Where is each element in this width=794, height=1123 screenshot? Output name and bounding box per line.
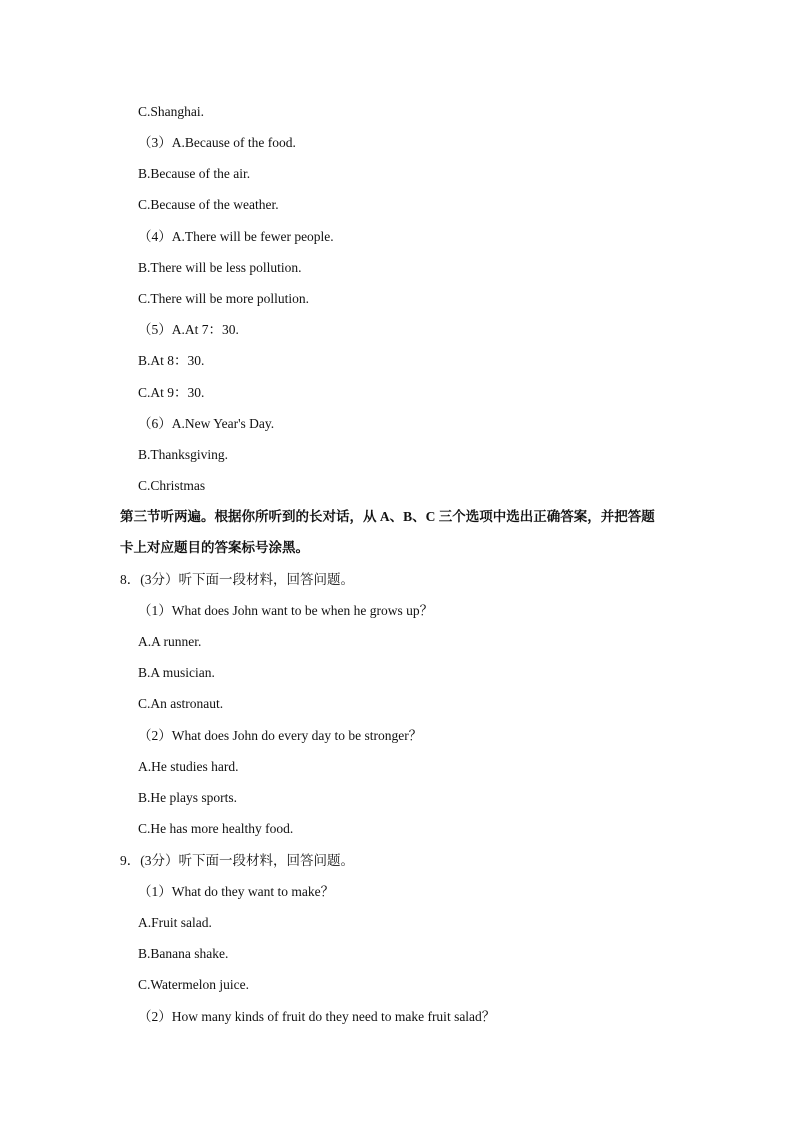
- option-line: C.Watermelon juice.: [138, 977, 249, 992]
- question-line: （5）A.At 7：30.: [138, 322, 239, 337]
- option-line: C.An astronaut.: [138, 696, 224, 711]
- option-line: B.Because of the air.: [138, 166, 251, 181]
- option-line: B.Banana shake.: [138, 946, 229, 961]
- question-line: （2）What does John do every day to be stronger？: [138, 728, 423, 743]
- option-line: C.He has more healthy food.: [138, 821, 294, 836]
- option-line: C.Christmas: [138, 478, 206, 493]
- option-line: A.A runner.: [138, 634, 202, 649]
- question-line: （2）How many kinds of fruit do they need to make fruit salad？: [138, 1009, 496, 1024]
- option-line: B.At 8：30.: [138, 353, 205, 368]
- question-line: （3）A.Because of the food.: [138, 135, 296, 150]
- section-instruction: 第三节听两遍。根据你所听到的长对话，从 A、B、C 三个选项中选出正确答案，并把答题: [120, 509, 655, 524]
- option-line: C.Shanghai.: [138, 104, 204, 119]
- option-line: B.He plays sports.: [138, 790, 237, 805]
- option-line: C.There will be more pollution.: [138, 291, 309, 306]
- option-line: B.Thanksgiving.: [138, 447, 228, 462]
- question-line: （1）What do they want to make？: [138, 884, 335, 899]
- question-heading: 9．(3分）听下面一段材料，回答问题。: [120, 853, 354, 868]
- option-line: B.A musician.: [138, 665, 215, 680]
- section-instruction: 卡上对应题目的答案标号涂黑。: [120, 540, 309, 555]
- option-line: C.Because of the weather.: [138, 197, 279, 212]
- question-line: （1）What does John want to be when he grows up？: [138, 603, 434, 618]
- question-line: （6）A.New Year's Day.: [138, 416, 275, 431]
- option-line: A.Fruit salad.: [138, 915, 212, 930]
- option-line: A.He studies hard.: [138, 759, 239, 774]
- option-line: B.There will be less pollution.: [138, 260, 302, 275]
- option-line: C.At 9：30.: [138, 385, 205, 400]
- question-line: （4）A.There will be fewer people.: [138, 229, 334, 244]
- question-heading: 8．(3分）听下面一段材料，回答问题。: [120, 572, 354, 587]
